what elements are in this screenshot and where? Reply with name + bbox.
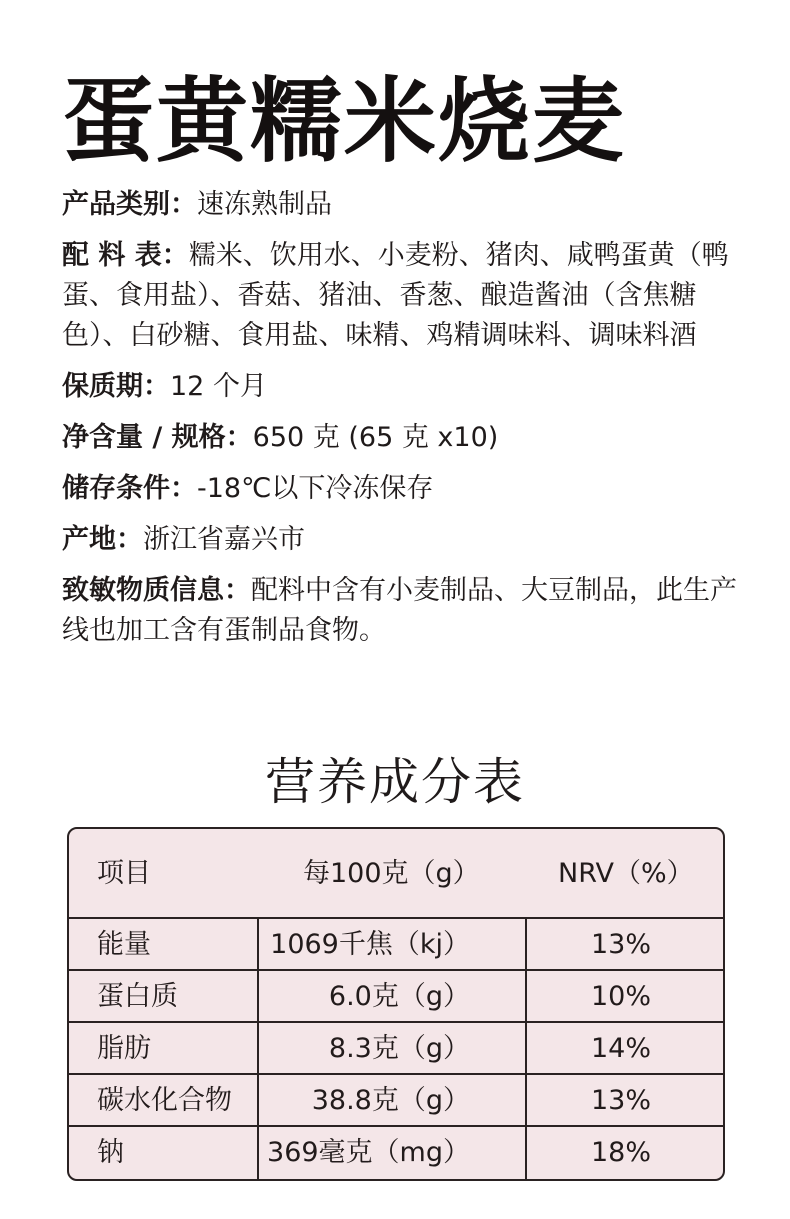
info-value: 速冻熟制品 — [197, 189, 332, 220]
nutrient-amount: 6.0克（g） — [328, 981, 470, 1012]
nutrient-nrv: 10% — [590, 981, 651, 1012]
table-row — [69, 919, 723, 971]
nutrient-name: 碳水化合物 — [97, 1085, 232, 1116]
nutrient-amount: 1069千焦（kj） — [270, 929, 470, 960]
nutrient-amount: 8.3克（g） — [328, 1033, 470, 1064]
column-divider — [257, 919, 259, 1179]
nutrition-table — [67, 827, 725, 1181]
header-item: 项目 — [97, 858, 151, 889]
table-row — [69, 1075, 723, 1127]
info-label: 产地： — [62, 524, 143, 555]
info-origin — [62, 520, 742, 560]
nutrient-name: 钠 — [97, 1137, 124, 1168]
table-header — [69, 829, 723, 919]
table-row — [69, 1023, 723, 1075]
info-shelf-life — [62, 367, 742, 407]
info-value: 12 个月 — [170, 371, 267, 402]
info-label: 配 料 表： — [62, 240, 189, 271]
nutrient-nrv: 13% — [590, 1085, 651, 1116]
nutrient-nrv: 18% — [590, 1137, 651, 1168]
info-value: 650 克 (65 克 x10) — [252, 422, 499, 453]
header-per-100g: 每100克（g） — [303, 858, 480, 889]
product-info — [62, 185, 742, 662]
info-value: 浙江省嘉兴市 — [143, 524, 305, 555]
info-storage — [62, 469, 742, 509]
info-net-content — [62, 418, 742, 458]
table-row — [69, 1127, 723, 1179]
info-ingredients — [62, 236, 742, 356]
header-nrv: NRV（%） — [558, 858, 694, 889]
nutrient-nrv: 14% — [590, 1033, 651, 1064]
table-row — [69, 971, 723, 1023]
info-value: 配料中含有小麦制品、大豆制品，此生产线也加工含有蛋制品食物。 — [62, 575, 737, 646]
nutrient-amount: 369毫克（mg） — [267, 1137, 470, 1168]
info-label: 保质期： — [62, 371, 170, 402]
column-divider — [525, 919, 527, 1179]
product-title: 蛋黄糯米烧麦 — [62, 67, 627, 175]
nutrient-amount: 38.8克（g） — [311, 1085, 470, 1116]
info-value: 糯米、饮用水、小麦粉、猪肉、咸鸭蛋黄（鸭蛋、食用盐）、香菇、猪油、香葱、酿造酱油（含焦糖色）、白砂糖、食用盐、味精、鸡精调味料、调味料酒 — [62, 240, 729, 351]
info-allergens — [62, 571, 742, 651]
info-label: 储存条件： — [62, 473, 197, 504]
nutrition-title: 营养成分表 — [265, 753, 525, 811]
nutrient-name: 脂肪 — [97, 1033, 151, 1064]
info-category — [62, 185, 742, 225]
nutrient-name: 能量 — [97, 929, 151, 960]
info-label: 致敏物质信息： — [62, 575, 251, 606]
nutrient-nrv: 13% — [590, 929, 651, 960]
nutrient-name: 蛋白质 — [97, 981, 178, 1012]
info-value: -18℃以下冷冻保存 — [197, 473, 434, 504]
info-label: 产品类别： — [62, 189, 197, 220]
info-label: 净含量 / 规格： — [62, 422, 253, 453]
